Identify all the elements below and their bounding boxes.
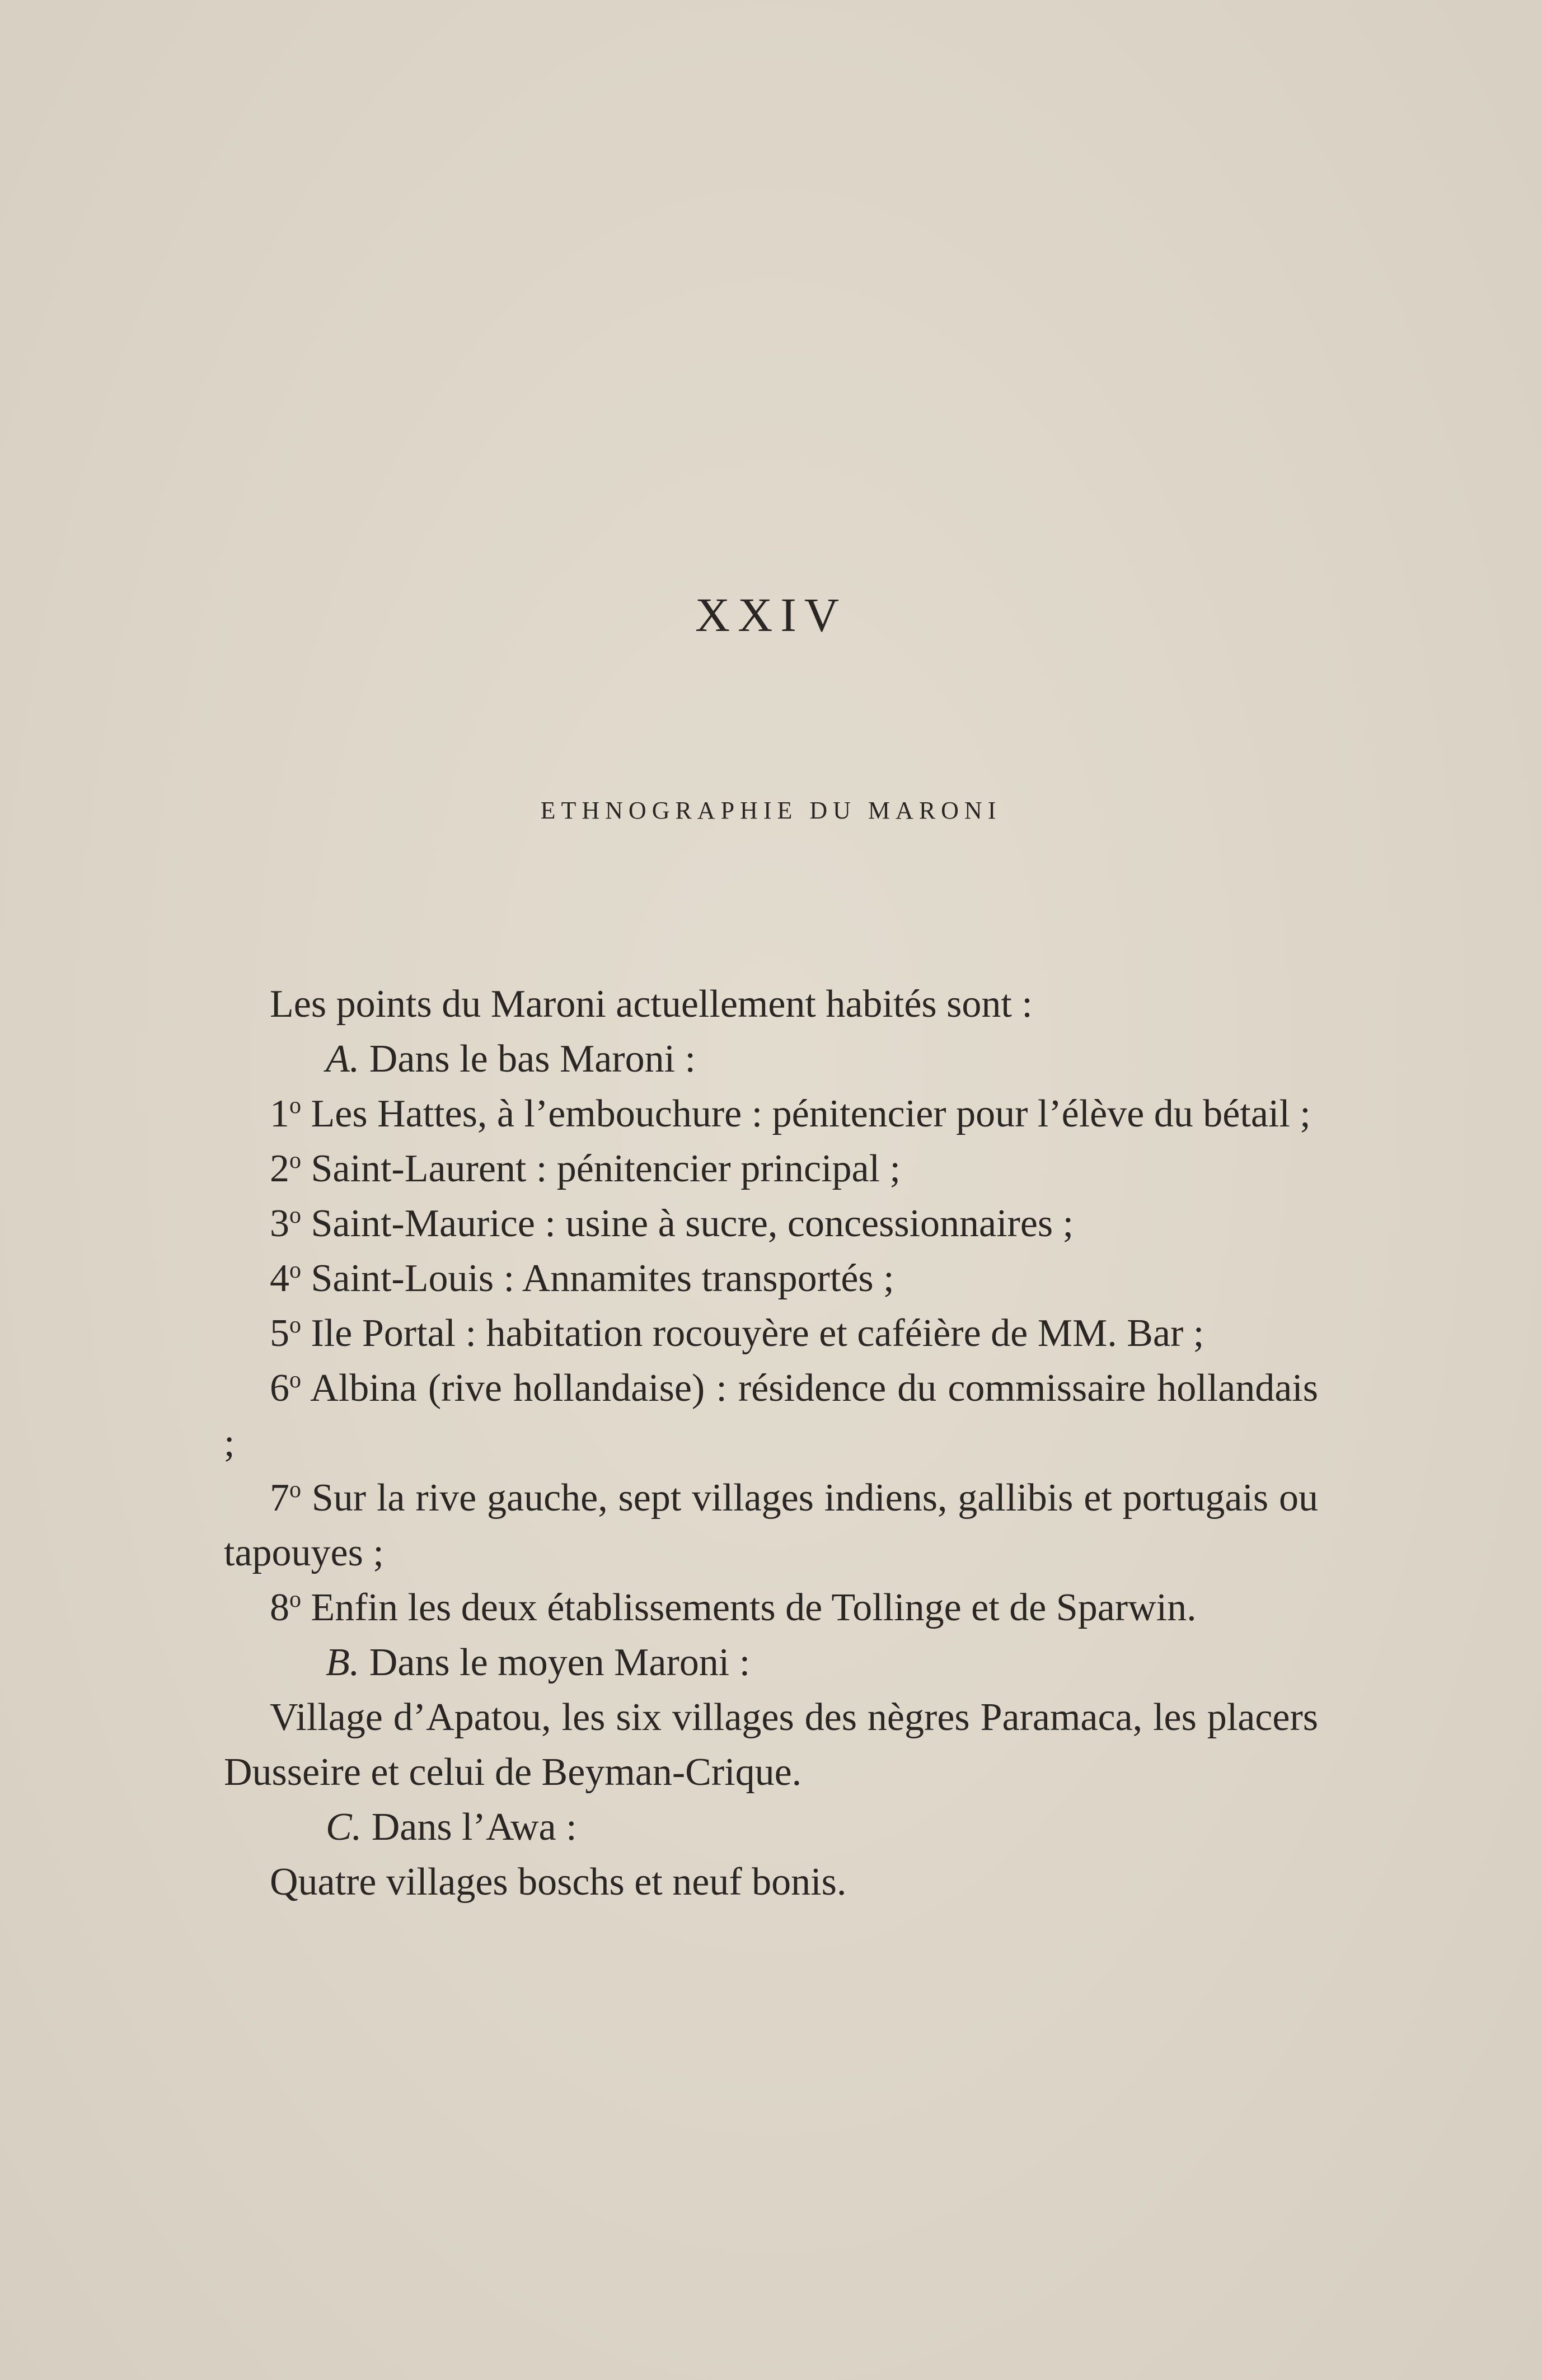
list-item-3 — [224, 1196, 1318, 1251]
item-3-degree: o — [289, 1203, 301, 1228]
list-item-6 — [224, 1361, 1318, 1471]
list-item-1 — [224, 1087, 1318, 1142]
item-4-text: Saint-Louis : Annamites transportés ; — [301, 1257, 894, 1300]
item-7-number: 7 — [270, 1476, 289, 1519]
item-7-text: Sur la rive gauche, sept villages indiens, gallibis et portugais ou tapouyes ; — [224, 1476, 1318, 1574]
item-5-text: Ile Portal : habitation rocouyère et caféière de MM. Bar ; — [301, 1312, 1204, 1355]
item-4-number: 4 — [270, 1257, 289, 1300]
item-6-number: 6 — [270, 1367, 289, 1410]
section-c-paragraph: Quatre villages boschs et neuf bonis. — [270, 1860, 847, 1904]
list-item-2 — [224, 1142, 1318, 1196]
item-1-degree: o — [289, 1093, 301, 1119]
item-8-text: Enfin les deux établissements de Tollinge et de Sparwin. — [301, 1586, 1197, 1629]
chapter-title: ETHNOGRAPHIE DU MARONI — [540, 797, 1002, 824]
section-a-label: A. — [326, 1037, 360, 1081]
item-5-number: 5 — [270, 1312, 289, 1355]
section-a-text: Dans le bas Maroni : — [359, 1037, 696, 1081]
list-item-7 — [224, 1471, 1318, 1581]
item-2-number: 2 — [270, 1147, 289, 1190]
section-c-heading — [224, 1800, 1318, 1855]
item-6-text: Albina (rive hollandaise) : résidence du commissaire hollandais ; — [224, 1367, 1318, 1465]
item-2-degree: o — [289, 1148, 301, 1173]
item-5-degree: o — [289, 1312, 301, 1338]
section-a-heading — [224, 1032, 1318, 1087]
section-c-label: C. — [326, 1806, 362, 1849]
item-6-degree: o — [289, 1367, 301, 1393]
section-b-label: B. — [326, 1641, 360, 1684]
list-item-5 — [224, 1306, 1318, 1361]
item-8-degree: o — [289, 1587, 301, 1612]
list-item-4 — [224, 1251, 1318, 1306]
item-1-text: Les Hattes, à l’embouchure : pénitencier pour l’élève du bétail ; — [301, 1092, 1311, 1135]
section-c-text: Dans l’Awa : — [362, 1806, 577, 1849]
body-text — [224, 977, 1318, 1910]
item-8-number: 8 — [270, 1586, 289, 1629]
chapter-number: XXIV — [695, 588, 847, 642]
item-2-text: Saint-Laurent : pénitencier principal ; — [301, 1147, 901, 1190]
item-3-text: Saint-Maurice : usine à sucre, concessionnaires ; — [301, 1202, 1074, 1245]
item-7-degree: o — [289, 1477, 301, 1503]
intro-paragraph: Les points du Maroni actuellement habités sont : — [270, 983, 1033, 1026]
section-b-heading — [224, 1635, 1318, 1690]
list-item-8 — [224, 1581, 1318, 1635]
section-b-text: Dans le moyen Maroni : — [359, 1641, 751, 1684]
item-1-number: 1 — [270, 1092, 289, 1135]
item-3-number: 3 — [270, 1202, 289, 1245]
section-b-paragraph: Village d’Apatou, les six villages des nègres Paramaca, les placers Dusseire et celui de Beyman-Crique. — [224, 1696, 1318, 1794]
item-4-degree: o — [289, 1257, 301, 1283]
